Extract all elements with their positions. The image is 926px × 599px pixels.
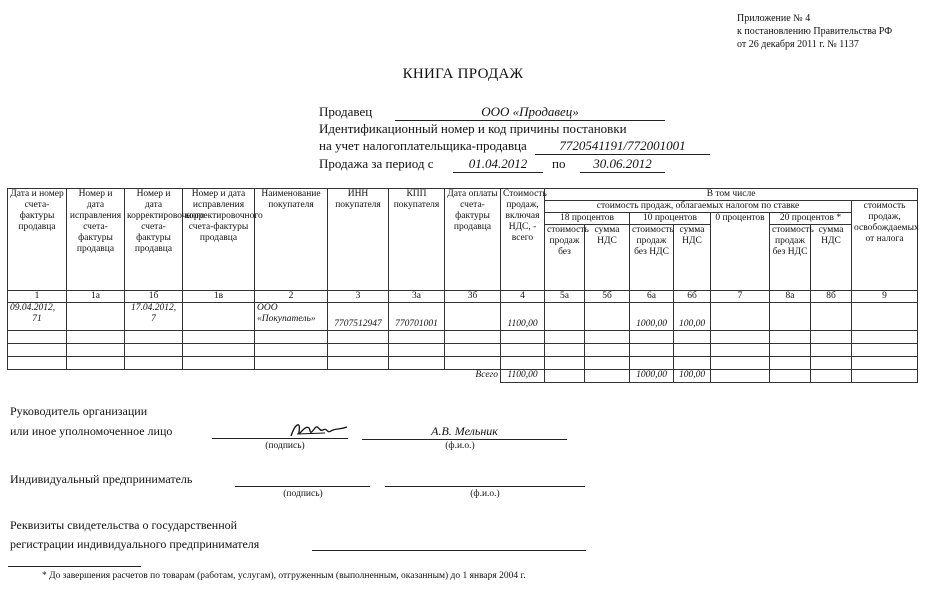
cell-empty: [445, 303, 501, 331]
total-10-vat: 100,00: [674, 370, 711, 383]
appendix-line-1: Приложение № 4: [737, 13, 811, 24]
header-20-vat: сумма НДС: [811, 225, 852, 291]
col-num: 3а: [389, 291, 445, 303]
header-18-vat: сумма НДС: [585, 225, 630, 291]
header-total-sales: Стоимость продаж, включая НДС, - всего: [501, 189, 545, 291]
page-title: КНИГА ПРОДАЖ: [402, 66, 524, 82]
cell-text: 09.04.2012,: [10, 303, 56, 313]
header-exempt-sales: стоимость продаж, освобождаемых от налога: [852, 201, 918, 291]
seller-label: Продавец: [319, 104, 373, 119]
header-adjustment-correction: Номер и дата исправления корректировочного счета-фактуры продавца: [183, 189, 255, 291]
cell-buyer-name: [255, 303, 328, 331]
header-adjustment-invoice: Номер и дата корректировочного счета-фактуры продавца: [125, 189, 183, 291]
footnote-separator: [8, 566, 141, 567]
header-buyer-name: Наименование покупателя: [255, 189, 328, 291]
column-numbers-row: [8, 291, 918, 303]
cell-empty: [545, 303, 585, 331]
cell-empty: [770, 303, 811, 331]
caption-fio: (ф.и.о.): [445, 441, 475, 451]
cell-empty: [852, 370, 918, 383]
appendix-line-3: от 26 декабря 2011 г. № 1137: [737, 39, 859, 50]
cell-10-base: 1000,00: [630, 303, 674, 331]
reg-label-2: регистрации индивидуального предпринимателя: [10, 537, 260, 551]
col-num: 1а: [67, 291, 125, 303]
cell-total-sales: 1100,00: [501, 303, 545, 331]
period-label: Продажа за период с: [319, 156, 434, 171]
header-payment-date: Дата оплаты счета-фактуры продавца: [445, 189, 501, 291]
period-from: 01.04.2012: [453, 155, 543, 173]
inn-value: 7720541191/772001001: [535, 137, 710, 155]
cell-empty: [67, 303, 125, 331]
head-label-2: или иное уполномоченное лицо: [10, 424, 173, 438]
header-10-base: стоимость продаж без НДС: [630, 225, 674, 291]
cell-buyer-inn: 7707512947: [328, 303, 389, 331]
col-num: 9: [852, 291, 918, 303]
total-sales: 1100,00: [501, 370, 545, 383]
header-20-base: стоимость продаж без НДС: [770, 225, 811, 291]
period-to: 30.06.2012: [580, 155, 665, 173]
cell-text: ООО: [257, 303, 278, 313]
col-num: 2: [255, 291, 328, 303]
table-row: [8, 331, 918, 344]
cell-adjustment-invoice: [125, 303, 183, 331]
col-num: 3: [328, 291, 389, 303]
cell-text: 7: [151, 314, 156, 324]
cell-text: 71: [32, 314, 42, 324]
header-correction-invoice: Номер и дата исправления счета-фактуры продавца: [67, 189, 125, 291]
inn-label-1: Идентификационный номер и код причины постановки: [319, 121, 627, 136]
header-buyer-inn: ИНН покупателя: [328, 189, 389, 291]
cell-empty: [811, 303, 852, 331]
col-num: 1б: [125, 291, 183, 303]
col-num: 7: [711, 291, 770, 303]
col-num: 6а: [630, 291, 674, 303]
cell-buyer-kpp: 770701001: [389, 303, 445, 331]
appendix-note: [737, 12, 892, 51]
caption-fio: (ф.и.о.): [470, 489, 500, 499]
inn-label-2: на учет налогоплательщика-продавца: [319, 138, 527, 153]
sales-book-table: [7, 188, 918, 383]
cell-empty: [852, 303, 918, 331]
total-label: Всего: [8, 370, 501, 383]
col-num: 5а: [545, 291, 585, 303]
cell-empty: [183, 303, 255, 331]
total-row: [8, 370, 918, 383]
handwritten-signature: [285, 418, 355, 442]
cell-empty: [811, 370, 852, 383]
col-num: 5б: [585, 291, 630, 303]
cell-empty: [711, 370, 770, 383]
ip-fio-line: [385, 486, 585, 487]
reg-line: [312, 550, 586, 551]
head-name: А.В. Мельник: [362, 424, 567, 440]
cell-text: 17.04.2012,: [130, 303, 177, 313]
total-10-base: 1000,00: [630, 370, 674, 383]
ip-label: Индивидуальный предприниматель: [10, 472, 193, 486]
col-num: 6б: [674, 291, 711, 303]
col-num: 1: [8, 291, 67, 303]
table-row: [8, 357, 918, 370]
header-rate-18: 18 процентов: [545, 213, 630, 225]
seller-value: ООО «Продавец»: [395, 103, 665, 121]
header-10-vat: сумма НДС: [674, 225, 711, 291]
table-row: [8, 344, 918, 357]
header-rate-20: 20 процентов *: [770, 213, 852, 225]
cell-empty: [770, 370, 811, 383]
col-num: 4: [501, 291, 545, 303]
table-row: [8, 303, 918, 331]
header-buyer-kpp: КПП покупателя: [389, 189, 445, 291]
appendix-line-2: к постановлению Правительства РФ: [737, 26, 893, 37]
cell-empty: [711, 303, 770, 331]
caption-signature: (подпись): [283, 489, 323, 499]
col-num: 1в: [183, 291, 255, 303]
cell-invoice-date: [8, 303, 67, 331]
cell-text: «Покупатель»: [257, 314, 316, 324]
col-num: 3б: [445, 291, 501, 303]
head-label-1: Руководитель организации: [10, 404, 148, 418]
cell-empty: [545, 370, 585, 383]
header-including: В том числе: [545, 189, 918, 201]
period-to-label: по: [552, 156, 566, 171]
reg-label-1: Реквизиты свидетельства о государственной: [10, 518, 238, 532]
header-rate-10: 10 процентов: [630, 213, 711, 225]
cell-10-vat: 100,00: [674, 303, 711, 331]
header-rate-0: 0 процентов: [711, 213, 770, 291]
ip-signature-line: [235, 486, 370, 487]
header-invoice-date: Дата и номер счета-фактуры продавца: [8, 189, 67, 291]
cell-empty: [585, 370, 630, 383]
cell-empty: [585, 303, 630, 331]
caption-signature: (подпись): [265, 441, 305, 451]
footnote: * До завершения расчетов по товарам (работам, услугам), отгруженным (выполненным, оказанным) до 1 января 2004 г.: [42, 571, 526, 581]
header-taxed-sales: стоимость продаж, облагаемых налогом по ставке: [545, 201, 852, 213]
col-num: 8а: [770, 291, 811, 303]
col-num: 8б: [811, 291, 852, 303]
header-18-base: стоимость продаж без: [545, 225, 585, 291]
